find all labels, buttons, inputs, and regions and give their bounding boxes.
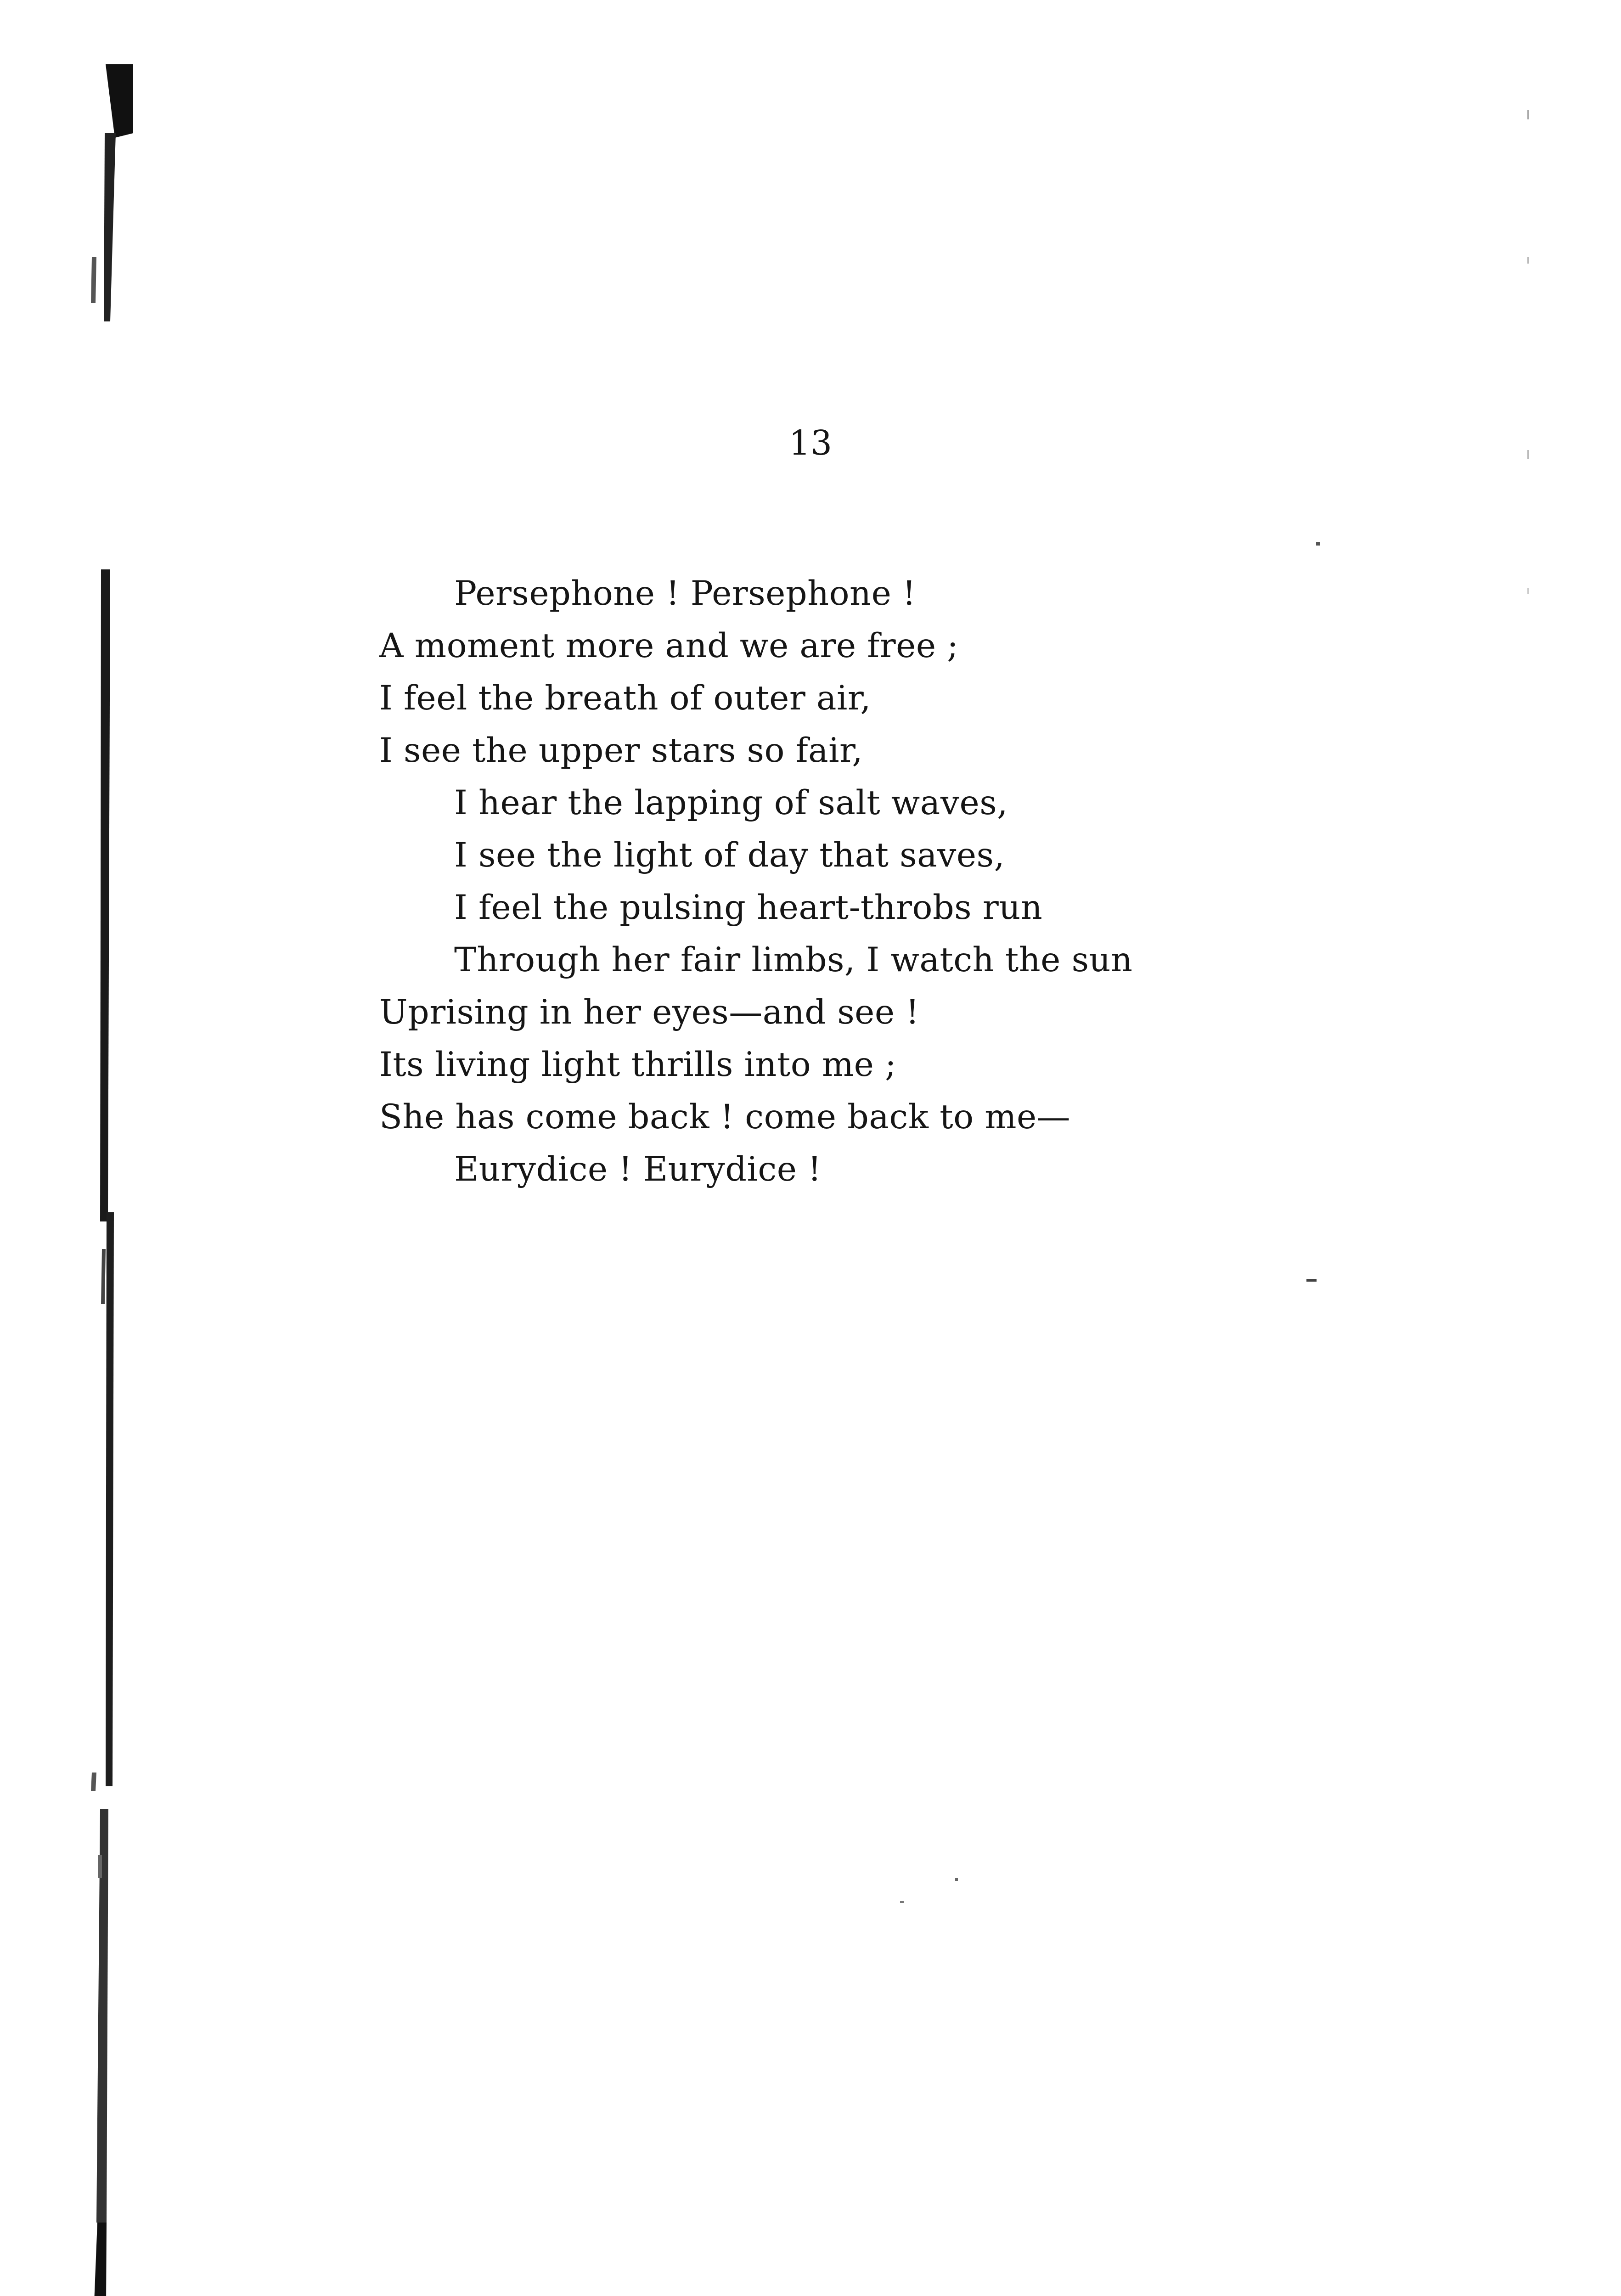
poem-line: I feel the breath of outer air, bbox=[379, 679, 871, 718]
poem-line: She has come back ! come back to me— bbox=[379, 1097, 1071, 1137]
binding-edge-scan-artifact bbox=[64, 64, 133, 2296]
poem-line: I hear the lapping of salt waves, bbox=[454, 783, 1008, 822]
poem-line: Its living light thrills into me ; bbox=[379, 1045, 897, 1084]
poem-line: Persephone ! Persephone ! bbox=[454, 574, 916, 613]
poem-line: Eurydice ! Eurydice ! bbox=[454, 1150, 822, 1189]
poem-line: I see the light of day that saves, bbox=[454, 836, 1005, 875]
poem-stanza bbox=[379, 568, 1298, 1196]
poem-line: Through her fair limbs, I watch the sun bbox=[454, 940, 1133, 979]
poem-line: Uprising in her eyes—and see ! bbox=[379, 993, 920, 1032]
poem-line: I see the upper stars so fair, bbox=[379, 731, 863, 770]
poem-line: I feel the pulsing heart-throbs run bbox=[454, 888, 1043, 927]
poem-line: A moment more and we are free ; bbox=[379, 626, 959, 665]
page-number: 13 bbox=[788, 423, 833, 463]
